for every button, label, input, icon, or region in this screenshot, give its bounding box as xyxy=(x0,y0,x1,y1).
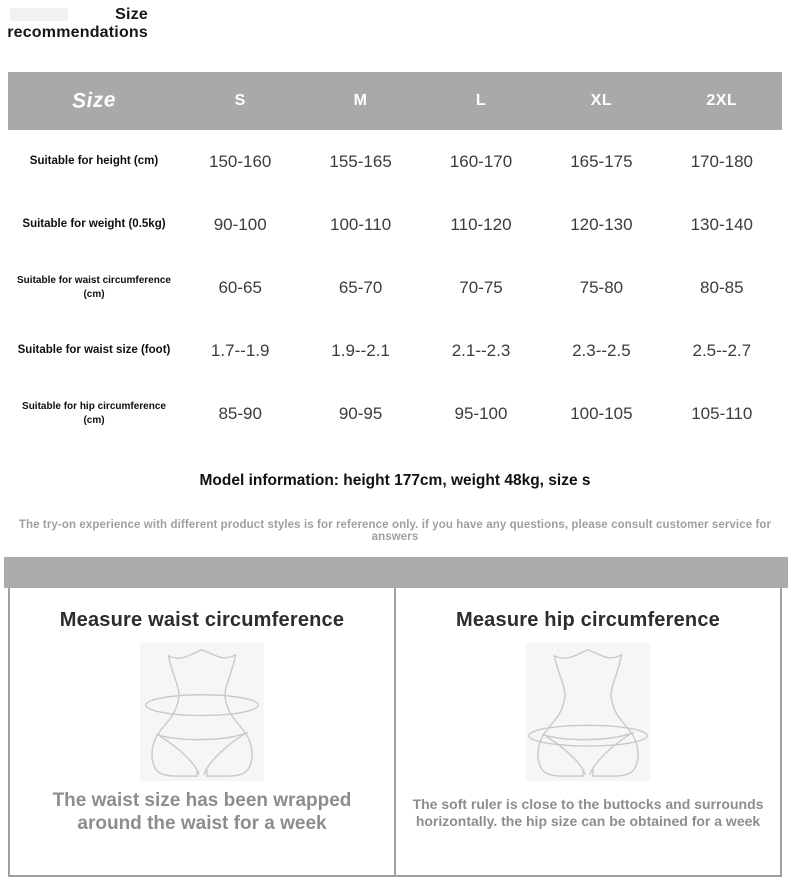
cell-waists-m: 1.9--2.1 xyxy=(331,340,390,360)
measure-hip-panel xyxy=(396,588,780,875)
waist-figure-drawing xyxy=(140,643,264,781)
header-cell-size: Size xyxy=(71,88,117,113)
header-cell-m: M xyxy=(353,92,368,109)
cell-hip-s: 85-90 xyxy=(218,403,262,423)
disclaimer-note: The try-on experience with different product styles is for reference only. if you have any questions, please consult customer service for answers xyxy=(18,519,772,543)
table-row-weight xyxy=(8,193,782,256)
header-cell-s: S xyxy=(234,92,246,109)
cell-weight-m: 100-110 xyxy=(330,214,392,234)
cell-hip-l: 95-100 xyxy=(454,403,508,423)
row-label-weight: Suitable for weight (0.5kg) xyxy=(22,217,166,230)
cell-waists-s: 1.7--1.9 xyxy=(210,340,270,360)
row-label-hip-circumference: Suitable for hip circumference (cm) xyxy=(22,401,166,426)
cell-height-s: 150-160 xyxy=(209,151,272,171)
cell-hip-xl: 100-105 xyxy=(570,403,633,423)
cell-waistc-2xl: 80-85 xyxy=(700,277,744,297)
hip-measure-figure xyxy=(526,643,650,781)
cell-waists-l: 2.1--2.3 xyxy=(451,340,511,360)
table-row-height xyxy=(8,130,782,193)
cell-hip-2xl: 105-110 xyxy=(691,403,753,423)
cell-weight-2xl: 130-140 xyxy=(690,214,753,234)
table-row-waist-circumference xyxy=(8,256,782,319)
measure-waist-title: Measure waist circumference xyxy=(59,609,345,631)
cell-waists-2xl: 2.5--2.7 xyxy=(692,340,752,360)
measure-hip-description: The soft ruler is close to the buttocks and surrounds horizontally. the hip size can be obtained for a week xyxy=(412,796,764,830)
size-table xyxy=(8,72,782,445)
row-label-waist-size: Suitable for waist size (foot) xyxy=(17,343,171,356)
table-row-waist-size xyxy=(8,319,782,382)
measure-waist-description: The waist size has been wrapped around the waist for a week xyxy=(52,790,352,835)
model-information: Model information: height 177cm, weight 48kg, size s xyxy=(199,472,591,489)
hip-figure-drawing xyxy=(526,643,650,781)
header-cell-xl: XL xyxy=(590,92,613,109)
row-label-height: Suitable for height (cm) xyxy=(29,154,159,167)
table-row-hip-circumference xyxy=(8,382,782,445)
cell-weight-s: 90-100 xyxy=(213,214,267,234)
measure-waist-panel xyxy=(10,588,396,875)
header-cell-2xl: 2XL xyxy=(706,92,738,109)
size-table-header-row xyxy=(8,72,782,130)
cell-weight-xl: 120-130 xyxy=(570,214,633,234)
measure-panels xyxy=(8,588,782,877)
header-cell-l: L xyxy=(475,92,487,109)
cell-waists-xl: 2.3--2.5 xyxy=(572,340,631,360)
cell-waistc-s: 60-65 xyxy=(218,277,262,297)
cell-waistc-m: 65-70 xyxy=(338,277,383,297)
cell-height-2xl: 170-180 xyxy=(690,151,753,171)
waist-measure-figure xyxy=(140,643,264,781)
cell-hip-m: 90-95 xyxy=(338,403,383,423)
cell-height-m: 155-165 xyxy=(329,151,392,171)
page-title-line1: Size xyxy=(115,6,148,23)
measure-hip-title: Measure hip circumference xyxy=(456,609,720,631)
cell-weight-l: 110-120 xyxy=(450,214,512,234)
row-label-waist-circumference: Suitable for waist circumference (cm) xyxy=(17,275,171,300)
cell-height-xl: 165-175 xyxy=(570,151,633,171)
page-title-line2: recommendations xyxy=(7,23,148,41)
cell-waistc-l: 70-75 xyxy=(459,277,503,297)
cell-waistc-xl: 75-80 xyxy=(579,277,624,297)
page-title xyxy=(0,6,148,42)
cell-height-l: 160-170 xyxy=(449,151,513,171)
measure-section-bar xyxy=(4,557,788,588)
